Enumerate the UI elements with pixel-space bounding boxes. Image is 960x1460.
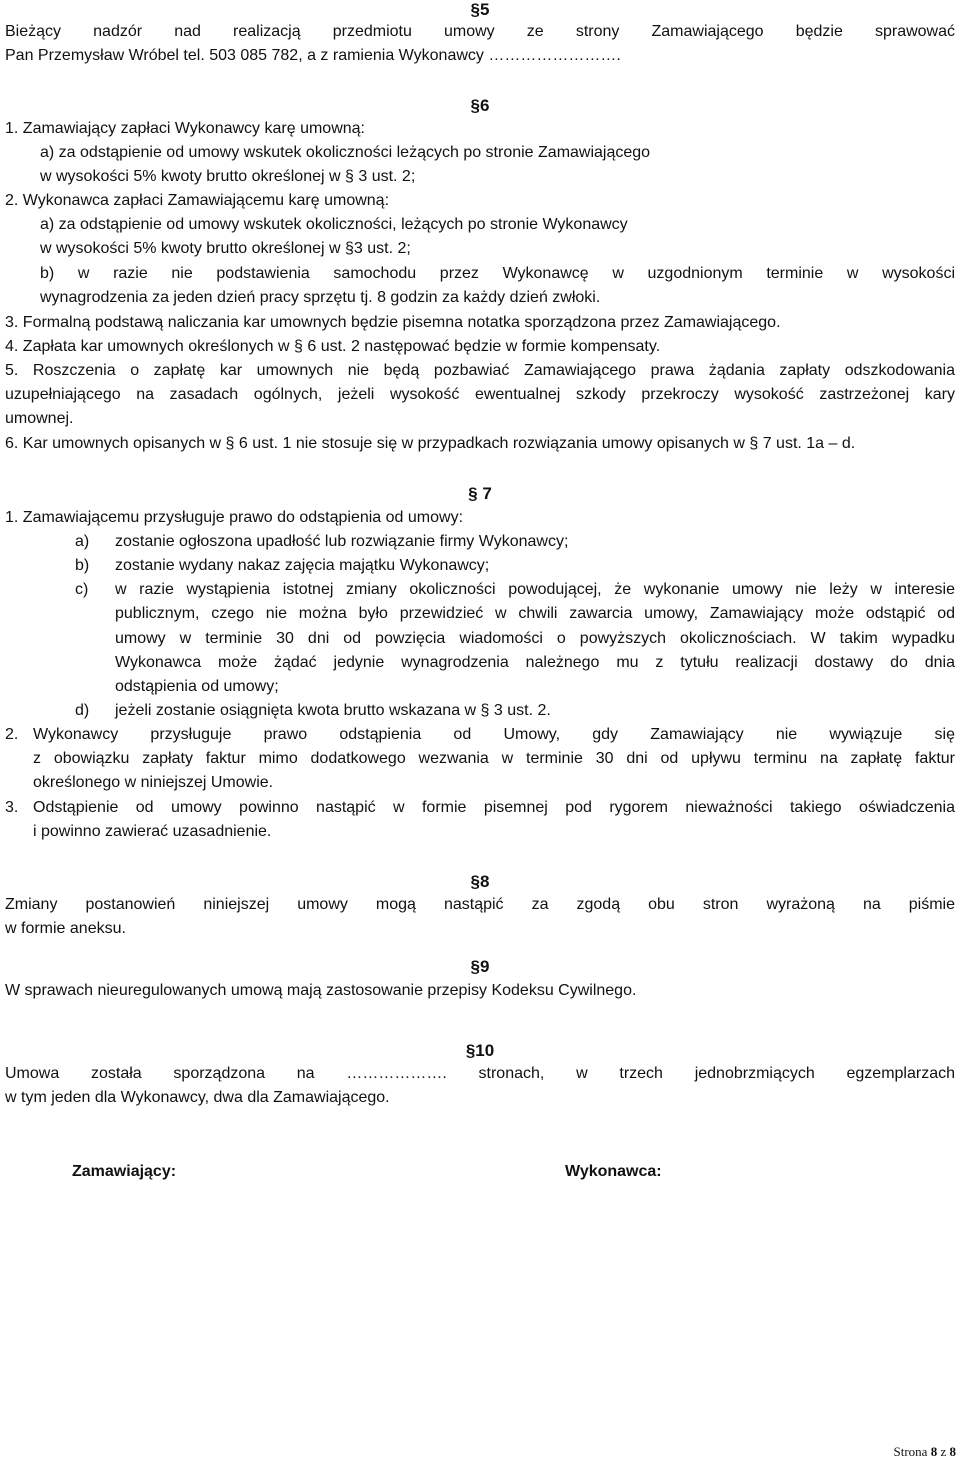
s7-item-c-line-2: publicznym, czego nie można było przewidzieć w chwili zawarcia umowy, Zamawiający może odstąpić od: [115, 605, 955, 622]
s7-item-c-line-4: Wykonawca może żądać jedynie wynagrodzenia należnego mu z tytułu realizacji dostawy do dnia: [115, 654, 955, 671]
s5-text-line-1: Bieżący nadzór nad realizacją przedmiotu umowy ze strony Zamawiającego będzie sprawować: [5, 23, 955, 40]
s7-item-a-label: a): [75, 533, 90, 550]
s8-text-line-1: Zmiany postanowień niniejszej umowy mogą nastąpić za zgodą obu stron wyrażoną na piśmie: [5, 896, 955, 913]
s6-point-1a-line-1: a) za odstąpienie od umowy wskutek okoliczności leżących po stronie Zamawiającego: [40, 144, 651, 161]
s6-point-2: 2. Wykonawca zapłaci Zamawiającemu karę umowną:: [5, 192, 390, 209]
s6-point-1: 1. Zamawiający zapłaci Wykonawcy karę umowną:: [5, 120, 365, 137]
signature-label-wykonawca: Wykonawca:: [565, 1163, 662, 1180]
signature-label-zamawiajacy: Zamawiający:: [72, 1163, 177, 1180]
footer-total-pages: 8: [949, 1444, 956, 1459]
s6-point-1a-line-2: w wysokości 5% kwoty brutto określonej w § 3 ust. 2;: [40, 168, 416, 185]
page-number-footer: [894, 1444, 956, 1460]
s7-item-d-label: d): [75, 702, 90, 719]
s7-item-c-line-3: umowy w terminie 30 dni od powzięcia wiadomości o powyższych okolicznościach. W takim wypadku: [115, 630, 955, 647]
s6-point-4: 4. Zapłata kar umownych określonych w § 6 ust. 2 następować będzie w formie kompensaty.: [5, 338, 661, 355]
s7-point-2-label: 2.: [5, 726, 19, 743]
s8-text-line-2: w formie aneksu.: [5, 920, 126, 937]
s7-item-c-line-1: w razie wystąpienia istotnej zmiany okoliczności powodującej, że wykonanie umowy nie leży w interesie: [115, 581, 955, 598]
section-10-heading: §10: [465, 1041, 495, 1060]
s6-point-2a-line-2: w wysokości 5% kwoty brutto określonej w §3 ust. 2;: [40, 240, 411, 257]
s7-point-3-line-1: Odstąpienie od umowy powinno nastąpić w formie pisemnej pod rygorem nieważności takiego oświadczenia: [33, 799, 955, 816]
s9-text-line-1: W sprawach nieuregulowanych umową mają zastosowanie przepisy Kodeksu Cywilnego.: [5, 982, 637, 999]
s7-point-3-line-2: i powinno zawierać uzasadnienie.: [33, 823, 272, 840]
s6-point-2a-line-1: a) za odstąpienie od umowy wskutek okoliczności, leżących po stronie Wykonawcy: [40, 216, 628, 233]
section-6-heading: §6: [470, 96, 490, 115]
s6-point-6: 6. Kar umownych opisanych w § 6 ust. 1 nie stosuje się w przypadkach rozwiązania umowy opisanych w § 7 ust. 1a – d.: [5, 435, 856, 452]
s6-point-3: 3. Formalną podstawą naliczania kar umownych będzie pisemna notatka sporządzona przez Zamawiającego.: [5, 314, 781, 331]
s7-point-2-line-3: określonego w niniejszej Umowie.: [33, 774, 274, 791]
s7-item-b-text: zostanie wydany nakaz zajęcia majątku Wykonawcy;: [115, 557, 490, 574]
s6-point-2b-line-1: b) w razie nie podstawienia samochodu przez Wykonawcę w uzgodnionym terminie w wysokości: [40, 265, 955, 282]
s7-item-c-label: c): [75, 581, 89, 598]
s7-item-b-label: b): [75, 557, 90, 574]
footer-current-page: 8: [930, 1444, 938, 1459]
section-8-heading: §8: [470, 872, 490, 891]
s10-text-line-1: Umowa została sporządzona na ………………. stronach, w trzech jednobrzmiących egzemplarzach: [5, 1065, 955, 1082]
s5-text-line-2: Pan Przemysław Wróbel tel. 503 085 782, a z ramienia Wykonawcy …………………….: [5, 47, 621, 64]
s6-point-2b-line-2: wynagrodzenia za jeden dzień pracy sprzętu tj. 8 godzin za każdy dzień zwłoki.: [40, 289, 601, 306]
s7-point-3-label: 3.: [5, 799, 19, 816]
footer-prefix: Strona: [893, 1444, 928, 1459]
s6-point-5-line-2: uzupełniającego na zasadach ogólnych, jeżeli wysokość ewentualnej szkody przekroczy wysokość zastrzeżonej kary: [5, 386, 955, 403]
s7-point-2-line-2: z obowiązku zapłaty faktur mimo dodatkowego wezwania w terminie 30 dni od upływu terminu na zapłatę faktur: [33, 750, 955, 767]
footer-of: z: [940, 1444, 947, 1459]
s7-point-2-line-1: Wykonawcy przysługuje prawo odstąpienia od Umowy, gdy Zamawiający nie wywiązuje się: [33, 726, 955, 743]
section-5-heading: §5: [470, 0, 490, 19]
section-9-heading: §9: [470, 957, 490, 976]
s7-item-c-line-5: odstąpienia od umowy;: [115, 678, 279, 695]
s10-text-line-2: w tym jeden dla Wykonawcy, dwa dla Zamawiającego.: [5, 1089, 390, 1106]
section-7-heading: § 7: [468, 484, 492, 503]
s7-item-a-text: zostanie ogłoszona upadłość lub rozwiązanie firmy Wykonawcy;: [115, 533, 569, 550]
s6-point-5-line-3: umownej.: [5, 410, 74, 427]
s7-point-1: 1. Zamawiającemu przysługuje prawo do odstąpienia od umowy:: [5, 509, 464, 526]
s6-point-5-line-1: 5. Roszczenia o zapłatę kar umownych nie będą pozbawiać Zamawiającego prawa żądania zapłaty odszkodowania: [5, 362, 955, 379]
s7-item-d-text: jeżeli zostanie osiągnięta kwota brutto wskazana w § 3 ust. 2.: [115, 702, 551, 719]
